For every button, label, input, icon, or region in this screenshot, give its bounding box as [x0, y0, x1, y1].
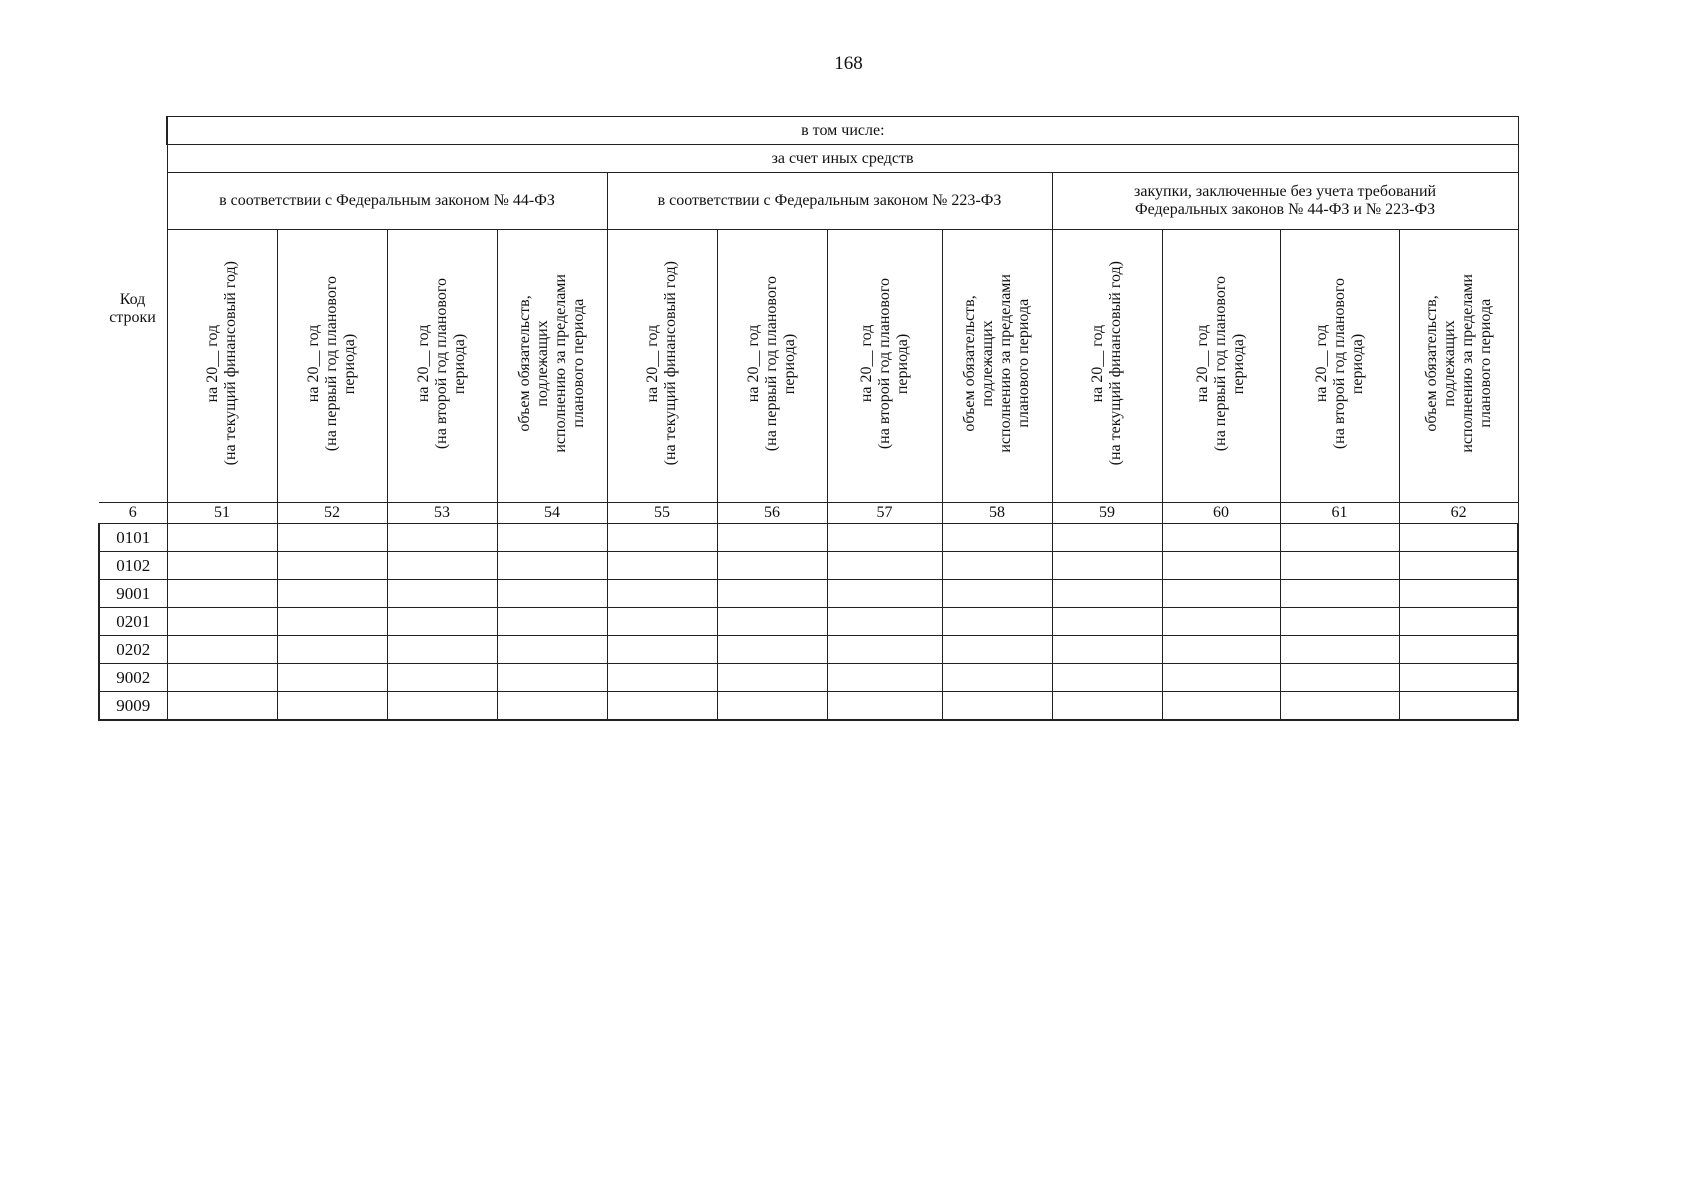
value-cell[interactable] [167, 664, 277, 692]
value-cell[interactable] [1162, 636, 1280, 664]
value-cell[interactable] [1162, 664, 1280, 692]
value-cell[interactable] [387, 524, 497, 552]
report-table [98, 116, 1519, 721]
column-header-10 [1162, 230, 1280, 503]
value-cell[interactable] [827, 524, 942, 552]
value-cell[interactable] [607, 636, 717, 664]
group-header-223fz: в соответствии с Федеральным законом № 223-ФЗ [607, 173, 1052, 230]
value-cell[interactable] [607, 580, 717, 608]
value-cell[interactable] [497, 664, 607, 692]
value-cell[interactable] [1162, 552, 1280, 580]
column-number: 58 [942, 503, 1052, 524]
value-cell[interactable] [387, 580, 497, 608]
row-code: 9002 [99, 664, 167, 692]
value-cell[interactable] [167, 552, 277, 580]
value-cell[interactable] [1280, 636, 1399, 664]
value-cell[interactable] [717, 664, 827, 692]
column-header-label: на 20__ год (на второй год планового периода) [415, 277, 468, 450]
value-cell[interactable] [827, 664, 942, 692]
column-header-12 [1399, 230, 1518, 503]
value-cell[interactable] [827, 552, 942, 580]
value-cell[interactable] [1052, 580, 1162, 608]
column-number: 55 [607, 503, 717, 524]
column-header-9 [1052, 230, 1162, 503]
value-cell[interactable] [1399, 524, 1518, 552]
including-header: в том числе: [167, 117, 1518, 145]
value-cell[interactable] [1399, 608, 1518, 636]
value-cell[interactable] [717, 524, 827, 552]
value-cell[interactable] [1162, 608, 1280, 636]
row-code: 0202 [99, 636, 167, 664]
value-cell[interactable] [1280, 664, 1399, 692]
column-number: 6 [99, 503, 167, 524]
value-cell[interactable] [277, 636, 387, 664]
row-code: 9009 [99, 692, 167, 721]
value-cell[interactable] [607, 552, 717, 580]
value-cell[interactable] [1399, 692, 1518, 721]
page-number: 168 [834, 53, 863, 74]
group-header-without-requirements [1052, 173, 1518, 230]
value-cell[interactable] [1052, 664, 1162, 692]
value-cell[interactable] [167, 608, 277, 636]
value-cell[interactable] [497, 608, 607, 636]
group-header-44fz: в соответствии с Федеральным законом № 44-ФЗ [167, 173, 607, 230]
value-cell[interactable] [827, 580, 942, 608]
table-row [99, 608, 1518, 636]
value-cell[interactable] [717, 608, 827, 636]
value-cell[interactable] [607, 692, 717, 721]
value-cell[interactable] [827, 692, 942, 721]
value-cell[interactable] [387, 664, 497, 692]
value-cell[interactable] [942, 664, 1052, 692]
column-header-label: на 20__ год (на текущий финансовый год) [1089, 261, 1124, 466]
value-cell[interactable] [1052, 552, 1162, 580]
column-number: 53 [387, 503, 497, 524]
column-number: 62 [1399, 503, 1518, 524]
column-header-11 [1280, 230, 1399, 503]
column-number: 56 [717, 503, 827, 524]
value-cell[interactable] [1052, 524, 1162, 552]
row-code: 9001 [99, 580, 167, 608]
column-header-2 [277, 230, 387, 503]
value-cell[interactable] [1399, 664, 1518, 692]
row-code: 0101 [99, 524, 167, 552]
value-cell[interactable] [1280, 552, 1399, 580]
column-header-6 [717, 230, 827, 503]
value-cell[interactable] [1162, 692, 1280, 721]
value-cell[interactable] [942, 524, 1052, 552]
value-cell[interactable] [1399, 580, 1518, 608]
value-cell[interactable] [1052, 692, 1162, 721]
value-cell[interactable] [277, 608, 387, 636]
table-row [99, 552, 1518, 580]
value-cell[interactable] [717, 552, 827, 580]
column-header-4 [497, 230, 607, 503]
code-header-label: Код строки [109, 291, 156, 327]
value-cell[interactable] [167, 524, 277, 552]
table-row [99, 664, 1518, 692]
value-cell[interactable] [1052, 608, 1162, 636]
value-cell[interactable] [497, 692, 607, 721]
column-header-label: на 20__ год (на первый год планового периода) [1194, 275, 1247, 452]
value-cell[interactable] [1280, 524, 1399, 552]
column-header-5 [607, 230, 717, 503]
table-row [99, 636, 1518, 664]
column-header-label: объем обязательств, подлежащих исполнению за пределами планового периода [516, 274, 587, 453]
code-header [99, 117, 167, 503]
value-cell[interactable] [277, 524, 387, 552]
value-cell[interactable] [387, 692, 497, 721]
table-row [99, 580, 1518, 608]
value-cell[interactable] [717, 636, 827, 664]
column-number: 51 [167, 503, 277, 524]
value-cell[interactable] [1162, 524, 1280, 552]
column-header-label: на 20__ год (на первый год планового периода) [305, 275, 358, 452]
value-cell[interactable] [942, 692, 1052, 721]
column-header-label: на 20__ год (на текущий финансовый год) [644, 261, 679, 466]
value-cell[interactable] [277, 552, 387, 580]
value-cell[interactable] [827, 636, 942, 664]
value-cell[interactable] [942, 552, 1052, 580]
value-cell[interactable] [827, 608, 942, 636]
value-cell[interactable] [1280, 692, 1399, 721]
column-number: 57 [827, 503, 942, 524]
column-header-1 [167, 230, 277, 503]
value-cell[interactable] [607, 608, 717, 636]
row-code: 0201 [99, 608, 167, 636]
column-header-label: объем обязательств, подлежащих исполнению за пределами планового периода [961, 274, 1032, 453]
value-cell[interactable] [717, 692, 827, 721]
column-header-label: на 20__ год (на второй год планового периода) [857, 277, 911, 450]
column-number: 61 [1280, 503, 1399, 524]
other-funds-header: за счет иных средств [167, 145, 1518, 173]
column-number: 54 [497, 503, 607, 524]
table-row [99, 692, 1518, 721]
value-cell[interactable] [497, 524, 607, 552]
value-cell[interactable] [1052, 636, 1162, 664]
column-header-8 [942, 230, 1052, 503]
value-cell[interactable] [942, 636, 1052, 664]
value-cell[interactable] [1280, 608, 1399, 636]
value-cell[interactable] [1280, 580, 1399, 608]
value-cell[interactable] [277, 664, 387, 692]
value-cell[interactable] [1399, 552, 1518, 580]
value-cell[interactable] [387, 608, 497, 636]
column-number: 59 [1052, 503, 1162, 524]
value-cell[interactable] [942, 580, 1052, 608]
column-number: 52 [277, 503, 387, 524]
value-cell[interactable] [167, 692, 277, 721]
value-cell[interactable] [387, 636, 497, 664]
value-cell[interactable] [277, 580, 387, 608]
value-cell[interactable] [277, 692, 387, 721]
column-header-3 [387, 230, 497, 503]
column-header-label: на 20__ год (на первый год планового периода) [745, 275, 798, 452]
column-number: 60 [1162, 503, 1280, 524]
value-cell[interactable] [942, 608, 1052, 636]
column-header-label: на 20__ год (на второй год планового периода) [1312, 277, 1366, 450]
group-header-without-requirements-label: закупки, заключенные без учета требований Федеральных законов № 44-ФЗ и № 223-ФЗ [1134, 183, 1437, 218]
row-code: 0102 [99, 552, 167, 580]
value-cell[interactable] [497, 580, 607, 608]
column-header-7 [827, 230, 942, 503]
column-header-label: на 20__ год (на текущий финансовый год) [204, 261, 239, 466]
value-cell[interactable] [497, 552, 607, 580]
value-cell[interactable] [607, 664, 717, 692]
value-cell[interactable] [167, 636, 277, 664]
value-cell[interactable] [1162, 580, 1280, 608]
value-cell[interactable] [717, 580, 827, 608]
value-cell[interactable] [607, 524, 717, 552]
value-cell[interactable] [1399, 636, 1518, 664]
value-cell[interactable] [167, 580, 277, 608]
column-header-label: объем обязательств, подлежащих исполнению за пределами планового периода [1422, 274, 1494, 453]
value-cell[interactable] [387, 552, 497, 580]
table-row [99, 524, 1518, 552]
value-cell[interactable] [497, 636, 607, 664]
